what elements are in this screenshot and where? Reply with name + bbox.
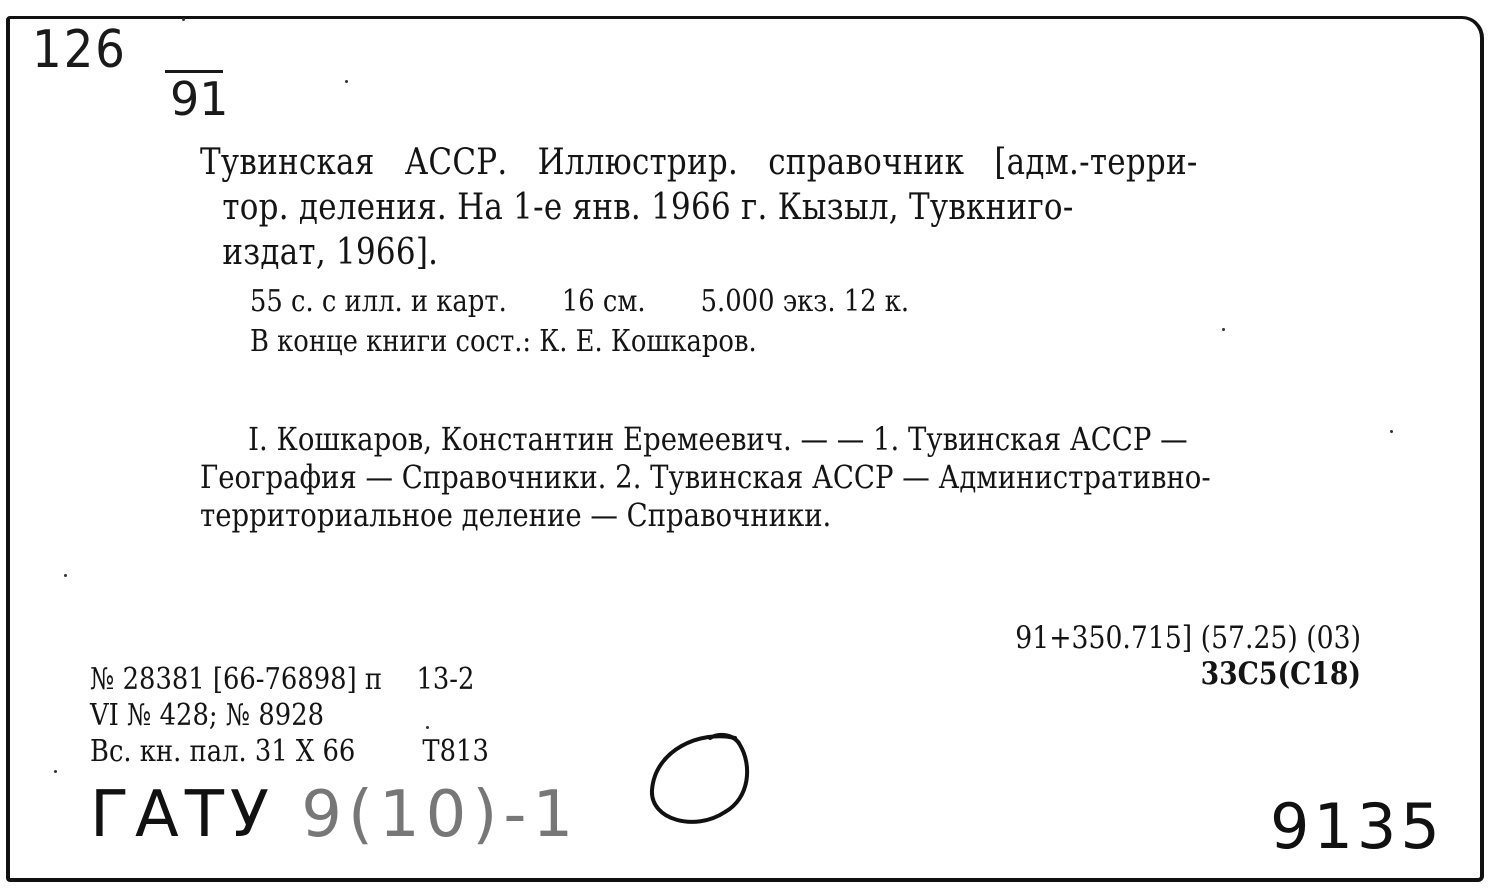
registration-code: 13-2: [416, 662, 475, 697]
print-speck: [1390, 430, 1393, 433]
subject-line-1: I. Кошкаров, Константин Еремеевич. — — 1. Тувинская АССР —: [248, 420, 1188, 458]
classification-line-2: 33С5(С18): [1200, 656, 1361, 692]
bibliographic-entry: [200, 140, 1198, 275]
print-speck: [426, 726, 429, 729]
print-speck: [54, 770, 57, 773]
classification-index: [1015, 620, 1361, 692]
print-speck: [1222, 328, 1225, 331]
handwritten-archive-code: [90, 778, 579, 852]
entry-line-1: Тувинская АССР. Иллюстрир. справочник [адм.-терри-: [200, 142, 1198, 183]
subject-line-3: территориальное деление — Справочники.: [200, 496, 832, 534]
physical-description: [250, 282, 909, 362]
registration-info: [90, 662, 489, 770]
registration-line-1: [90, 662, 489, 698]
handwritten-shelf-subnumber: 91: [170, 72, 229, 126]
print-speck: [182, 18, 185, 21]
classification-line-1: 91+350.715] (57.25) (03): [1015, 620, 1361, 656]
copies-price-info: 5.000 экз. 12 к.: [700, 284, 910, 319]
compiler-note: В конце книги сост.: К. Е. Кошкаров.: [250, 324, 757, 359]
registration-line-3: [90, 734, 489, 770]
pages-info: 55 с. с илл. и карт.: [250, 284, 507, 319]
registration-line-2: VI № 428; № 8928: [90, 698, 325, 733]
handwritten-inventory-number: 9135: [1270, 790, 1444, 863]
entry-line-3: издат, 1966].: [222, 232, 439, 273]
chamber-date: Вс. кн. пал. 31 X 66: [90, 734, 356, 769]
handwritten-circle-mark: [640, 720, 770, 840]
subject-headings: [200, 420, 1352, 534]
subject-line-2: География — Справочники. 2. Тувинская АССР — Административно-: [200, 458, 1211, 496]
registration-number: № 28381 [66-76898] п: [90, 662, 383, 697]
entry-line-2: тор. деления. На 1-е янв. 1966 г. Кызыл, Тувкниго-: [222, 187, 1074, 228]
archive-name: ГАТУ: [90, 778, 275, 852]
print-speck: [64, 574, 67, 577]
print-code: Т813: [422, 734, 489, 769]
print-speck: [345, 80, 348, 83]
size-info: 16 см.: [561, 284, 646, 319]
archive-fund-code: 9(10)-1: [301, 778, 580, 852]
handwritten-shelf-number: 126: [32, 20, 127, 80]
description-line: [250, 282, 909, 322]
